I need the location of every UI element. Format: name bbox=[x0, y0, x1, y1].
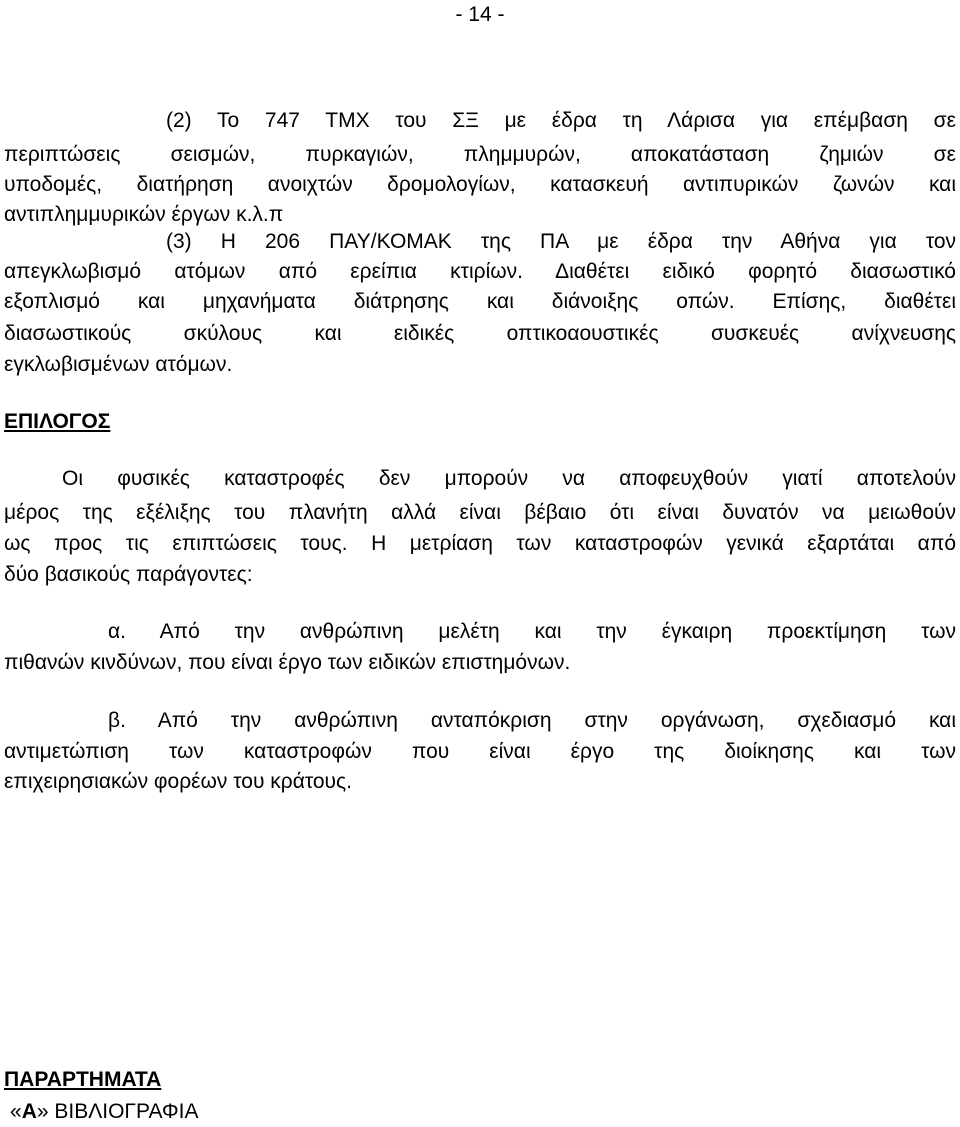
page-number: - 14 - bbox=[455, 3, 505, 26]
paragraph-line: υποδομές, διατήρηση ανοιχτών δρομολογίων, κατασκευή αντιπυρικών ζωνών και bbox=[4, 173, 956, 196]
list-item-line: πιθανών κινδύνων, που είναι έργο των ειδικών επιστημόνων. bbox=[4, 651, 571, 674]
paragraph-line: (2) Το 747 ΤΜΧ του ΣΞ με έδρα τη Λάρισα για επέμβαση σε bbox=[166, 109, 956, 132]
appendix-item-title: ΒΙΒΛΙΟΓΡΑΦΙΑ bbox=[54, 1100, 199, 1123]
paragraph-line: περιπτώσεις σεισμών, πυρκαγιών, πλημμυρών, αποκατάσταση ζημιών σε bbox=[4, 143, 956, 166]
appendix-item-letter: Α bbox=[21, 1100, 37, 1123]
paragraph-line: απεγκλωβισμό ατόμων από ερείπια κτιρίων. Διαθέτει ειδικό φορητό διασωστικό bbox=[4, 260, 956, 283]
appendices-heading: ΠΑΡΑΡΤΗΜΑΤΑ bbox=[4, 1068, 162, 1091]
paragraph-line: (3) Η 206 ΠΑΥ/ΚΟΜΑΚ της ΠΑ με έδρα την Αθήνα για τον bbox=[166, 230, 956, 253]
paragraph-line: αντιπλημμυρικών έργων κ.λ.π bbox=[4, 203, 284, 226]
epilogue-heading: ΕΠΙΛΟΓΟΣ bbox=[4, 410, 111, 433]
paragraph-line: ως προς τις επιπτώσεις τους. Η μετρίαση των καταστροφών γενικά εξαρτάται από bbox=[4, 532, 956, 555]
list-item-line: αντιμετώπιση των καταστροφών που είναι έργο της διοίκησης και των bbox=[4, 740, 956, 763]
paragraph-line: εξοπλισμό και μηχανήματα διάτρησης και διάνοιξης οπών. Επίσης, διαθέτει bbox=[4, 290, 956, 313]
paragraph-line: εγκλωβισμένων ατόμων. bbox=[4, 353, 233, 376]
list-item-line: β. Από την ανθρώπινη ανταπόκριση στην οργάνωση, σχεδιασμό και bbox=[108, 709, 956, 732]
appendix-item bbox=[10, 1100, 960, 1124]
appendix-item-open-quote: « bbox=[10, 1100, 22, 1123]
paragraph-line: δύο βασικούς παράγοντες: bbox=[4, 563, 253, 586]
list-item-line: α. Από την ανθρώπινη μελέτη και την έγκαιρη προεκτίμηση των bbox=[108, 620, 956, 643]
list-item-line: επιχειρησιακών φορέων του κράτους. bbox=[4, 770, 352, 793]
appendix-item-close-quote: » bbox=[36, 1100, 49, 1123]
paragraph-line: Οι φυσικές καταστροφές δεν μπορούν να αποφευχθούν γιατί αποτελούν bbox=[62, 467, 956, 490]
paragraph-line: μέρος της εξέλιξης του πλανήτη αλλά είναι βέβαιο ότι είναι δυνατόν να μειωθούν bbox=[4, 501, 956, 524]
paragraph-line: διασωστικούς σκύλους και ειδικές οπτικοαουστικές συσκευές ανίχνευσης bbox=[4, 322, 956, 345]
